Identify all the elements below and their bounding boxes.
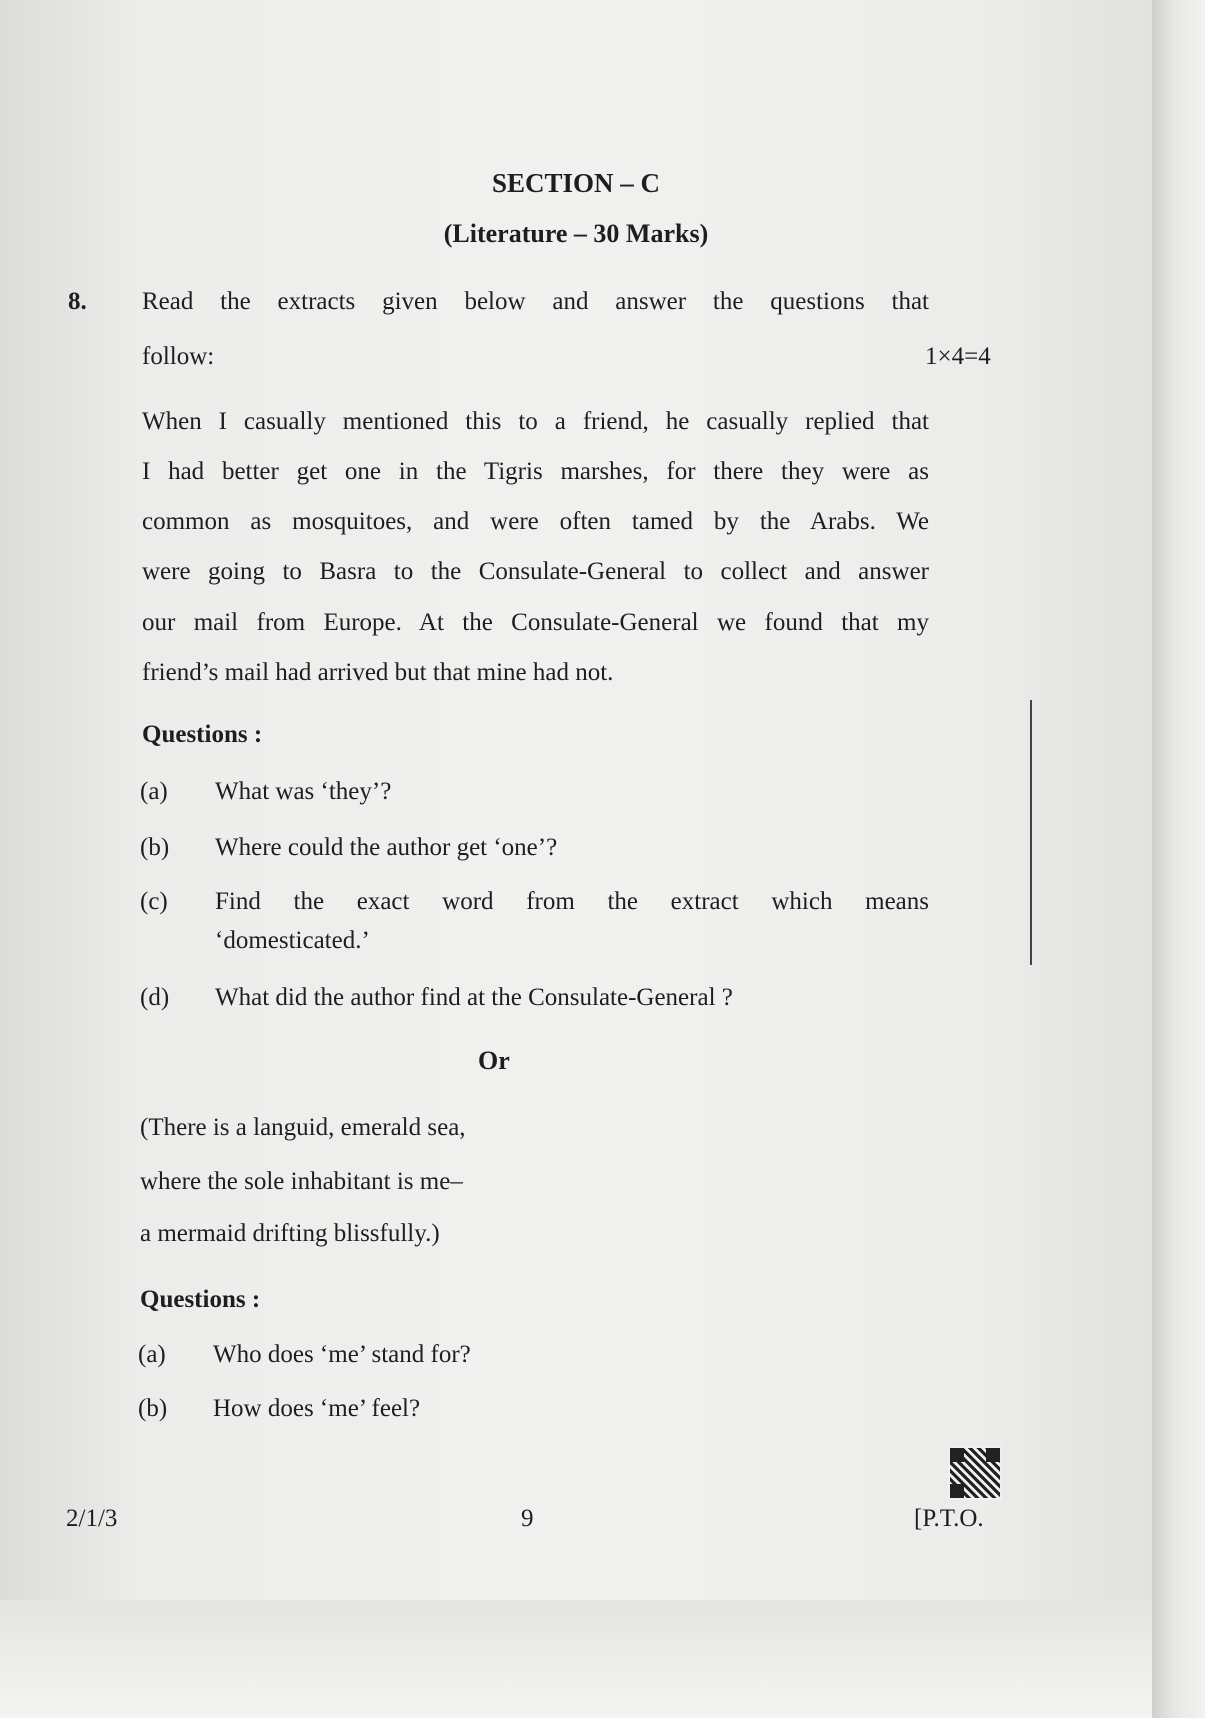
question-label: (a) <box>138 1341 166 1368</box>
or-divider: Or <box>478 1046 510 1075</box>
paper-code: 2/1/3 <box>66 1505 118 1532</box>
question-label: (a) <box>140 778 168 805</box>
question-label: (c) <box>140 888 168 915</box>
question-number: 8. <box>68 288 87 315</box>
questions-label: Questions : <box>142 721 263 748</box>
question-label: (b) <box>138 1395 168 1422</box>
question-text: What did the author find at the Consulate-General ? <box>215 984 733 1011</box>
question-label: (b) <box>140 834 170 861</box>
extract-1-line: our mail from Europe. At the Consulate-General we found that my <box>142 609 929 636</box>
question-text: Who does ‘me’ stand for? <box>213 1341 471 1368</box>
questions-label: Questions : <box>140 1286 261 1313</box>
question-marks: 1×4=4 <box>925 343 991 370</box>
extract-1-line: When I casually mentioned this to a friend, he casually replied that <box>142 408 929 435</box>
extract-1-line: were going to Basra to the Consulate-General to collect and answer <box>142 558 929 585</box>
question-label: (d) <box>140 984 170 1011</box>
question-text: Where could the author get ‘one’? <box>215 834 558 861</box>
margin-line <box>1030 700 1032 965</box>
page-number: 9 <box>521 1505 534 1532</box>
question-text: How does ‘me’ feel? <box>213 1395 421 1422</box>
qr-code-icon <box>948 1446 1002 1500</box>
question-instruction: Read the extracts given below and answer the questions that <box>142 288 929 315</box>
extract-1-line: common as mosquitoes, and were often tamed by the Arabs. We <box>142 508 929 535</box>
question-text: What was ‘they’? <box>215 778 392 805</box>
poem-line: a mermaid drifting blissfully.) <box>140 1220 440 1247</box>
section-subtitle: (Literature – 30 Marks) <box>443 219 709 248</box>
paper-bottom <box>0 1600 1152 1718</box>
paper-edge <box>1152 0 1205 1718</box>
poem-line: (There is a languid, emerald sea, <box>140 1114 466 1141</box>
question-text: Find the exact word from the extract which means <box>215 888 929 915</box>
poem-line: where the sole inhabitant is me– <box>140 1168 463 1195</box>
question-instruction-cont: follow: <box>142 343 215 370</box>
section-title: SECTION – C <box>491 168 661 198</box>
extract-1-line: friend’s mail had arrived but that mine had not. <box>142 659 614 686</box>
question-text-cont: ‘domesticated.’ <box>215 927 370 954</box>
extract-1-line: I had better get one in the Tigris marshes, for there they were as <box>142 458 929 485</box>
pto-label: [P.T.O. <box>914 1505 984 1532</box>
